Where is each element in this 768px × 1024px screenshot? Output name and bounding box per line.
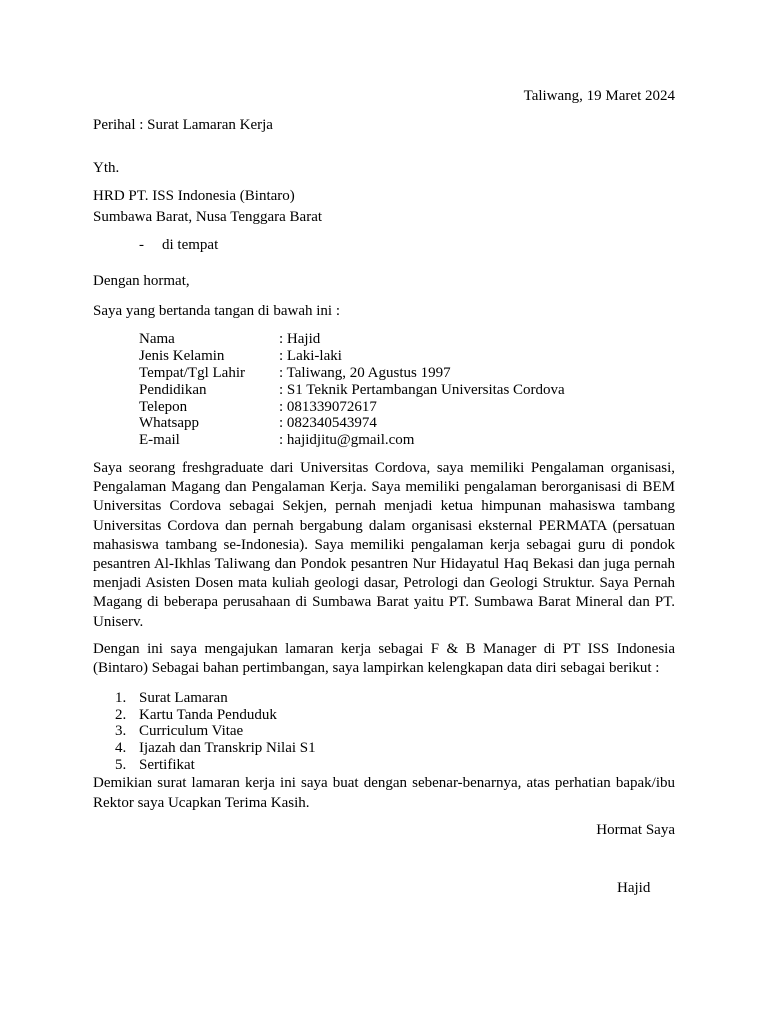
list-item-number: 4. (115, 740, 127, 756)
body-paragraph-experience: Saya seorang freshgraduate dari Universitas Cordova, saya memiliki Pengalaman organisasi, Pengalaman Magang dan Pengalaman Kerja. Saya memiliki pengalaman berorganisasi di BEM Universitas Cordova sebagai Sekjen, pernah menjadi ketua himpunan mahasiswa tambang Universitas Cordova dan pernah bergabung dalam organisasi eksternal PERMATA (persatuan mahasiswa tambang se-Indonesia). Saya memiliki pengalaman kerja sebagai guru di pondok pesantren Al-Ikhlas Taliwang dan Pondok pesantren Nur Hidayatul Haq Bekasi dan juga pernah menjadi Asisten Dosen mata kuliah geologi dasar, Petrologi dan Geologi Struktur. Saya Pernah Magang di beberapa perusahaan di Sumbawa Barat yaitu PT. Sumbawa Barat Mineral dan PT. Uniserv. (93, 460, 675, 630)
list-item (0, 723, 768, 740)
identity-value: : Taliwang, 20 Agustus 1997 (279, 365, 451, 381)
identity-label: Whatsapp (139, 415, 199, 431)
identity-row (0, 415, 768, 432)
list-item-text: Ijazah dan Transkrip Nilai S1 (139, 740, 316, 756)
list-item-text: Surat Lamaran (139, 690, 228, 706)
identity-value: : 082340543974 (279, 415, 377, 431)
identity-value: : Hajid (279, 331, 321, 347)
subject-line: Perihal : Surat Lamaran Kerja (93, 117, 273, 133)
list-item (0, 757, 768, 774)
identity-label: Nama (139, 331, 175, 347)
list-item-text: Kartu Tanda Penduduk (139, 707, 277, 723)
identity-row (0, 382, 768, 399)
list-item-text: Curriculum Vitae (139, 723, 244, 739)
list-item-text: Sertifikat (139, 757, 195, 773)
list-item (0, 690, 768, 707)
identity-row (0, 348, 768, 365)
list-item-number: 2. (115, 707, 127, 723)
salutation-yth: Yth. (93, 160, 120, 176)
identity-value: : S1 Teknik Pertambangan Universitas Cordova (279, 382, 565, 398)
signature-name: Hajid (617, 880, 651, 896)
recipient-line-1: HRD PT. ISS Indonesia (Bintaro) (93, 188, 295, 204)
recipient-dash: - (139, 237, 144, 253)
identity-value: : hajidjitu@gmail.com (279, 432, 415, 448)
recipient-place: di tempat (162, 237, 219, 253)
identity-row (0, 365, 768, 382)
identity-row (0, 399, 768, 416)
identity-row (0, 331, 768, 348)
identity-value: : Laki-laki (279, 348, 342, 364)
identity-label: Telepon (139, 399, 188, 415)
identity-value: : 081339072617 (279, 399, 377, 415)
place-date: Taliwang, 19 Maret 2024 (523, 88, 675, 104)
list-item-number: 1. (115, 690, 127, 706)
identity-label: Pendidikan (139, 382, 207, 398)
list-item (0, 707, 768, 724)
body-paragraph-application: Dengan ini saya mengajukan lamaran kerja sebagai F & B Manager di PT ISS Indonesia (Bintaro) Sebagai bahan pertimbangan, saya lampirkan kelengkapan data diri sebagai berikut : (93, 641, 675, 677)
identity-label: Jenis Kelamin (139, 348, 225, 364)
closing-paragraph: Demikian surat lamaran kerja ini saya buat dengan sebenar-benarnya, atas perhatian bapak/ibu Rektor saya Ucapkan Terima Kasih. (93, 775, 675, 811)
identity-label: Tempat/Tgl Lahir (139, 365, 245, 381)
identity-label: E-mail (139, 432, 180, 448)
list-item-number: 3. (115, 723, 127, 739)
greeting: Dengan hormat, (93, 273, 190, 289)
recipient-line-2: Sumbawa Barat, Nusa Tenggara Barat (93, 209, 323, 225)
list-item-number: 5. (115, 757, 127, 773)
list-item (0, 740, 768, 757)
identity-row (0, 432, 768, 449)
intro-line: Saya yang bertanda tangan di bawah ini : (93, 303, 341, 319)
regards: Hormat Saya (596, 822, 675, 838)
